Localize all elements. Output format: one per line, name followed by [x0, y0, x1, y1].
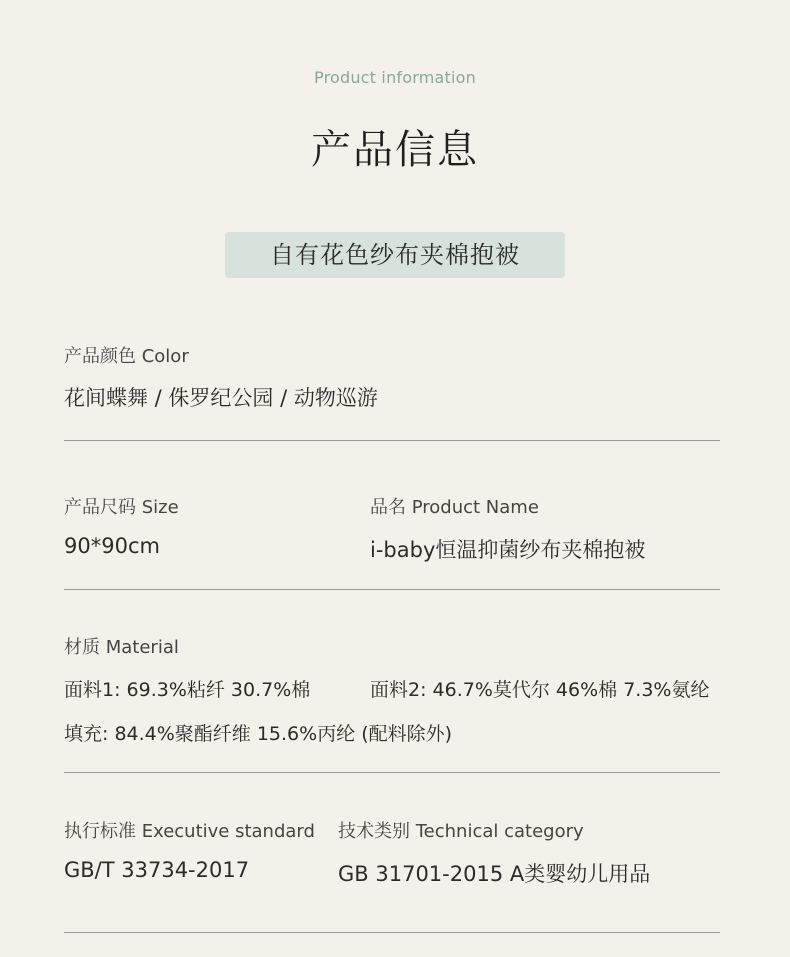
- fabric2-value: 面料2: 46.7%莫代尔 46%棉 7.3%氨纶: [370, 679, 710, 701]
- category-label: 技术类别 Technical category: [338, 821, 584, 842]
- category-value: GB 31701-2015 A类婴幼儿用品: [338, 862, 651, 886]
- divider: [64, 440, 720, 441]
- standard-label: 执行标准 Executive standard: [64, 821, 315, 842]
- product-banner-title: 自有花色纱布夹棉抱被: [270, 241, 520, 269]
- size-label: 产品尺码 Size: [64, 497, 179, 518]
- material-label: 材质 Material: [64, 637, 179, 658]
- color-label: 产品颜色 Color: [64, 346, 189, 367]
- divider: [64, 932, 720, 933]
- section-subtitle: Product information: [314, 68, 476, 87]
- fabric1-value: 面料1: 69.3%粘纤 30.7%棉: [64, 679, 311, 701]
- divider: [64, 772, 720, 773]
- product-name-label: 品名 Product Name: [370, 497, 539, 518]
- color-value: 花间蝶舞 / 侏罗纪公园 / 动物巡游: [64, 386, 378, 410]
- size-value: 90*90cm: [64, 534, 160, 558]
- page-title: 产品信息: [311, 127, 479, 173]
- filling-value: 填充: 84.4%聚酯纤维 15.6%丙纶 (配料除外): [64, 723, 453, 745]
- divider: [64, 589, 720, 590]
- standard-value: GB/T 33734-2017: [64, 858, 250, 882]
- product-name-value: i-baby恒温抑菌纱布夹棉抱被: [370, 538, 646, 562]
